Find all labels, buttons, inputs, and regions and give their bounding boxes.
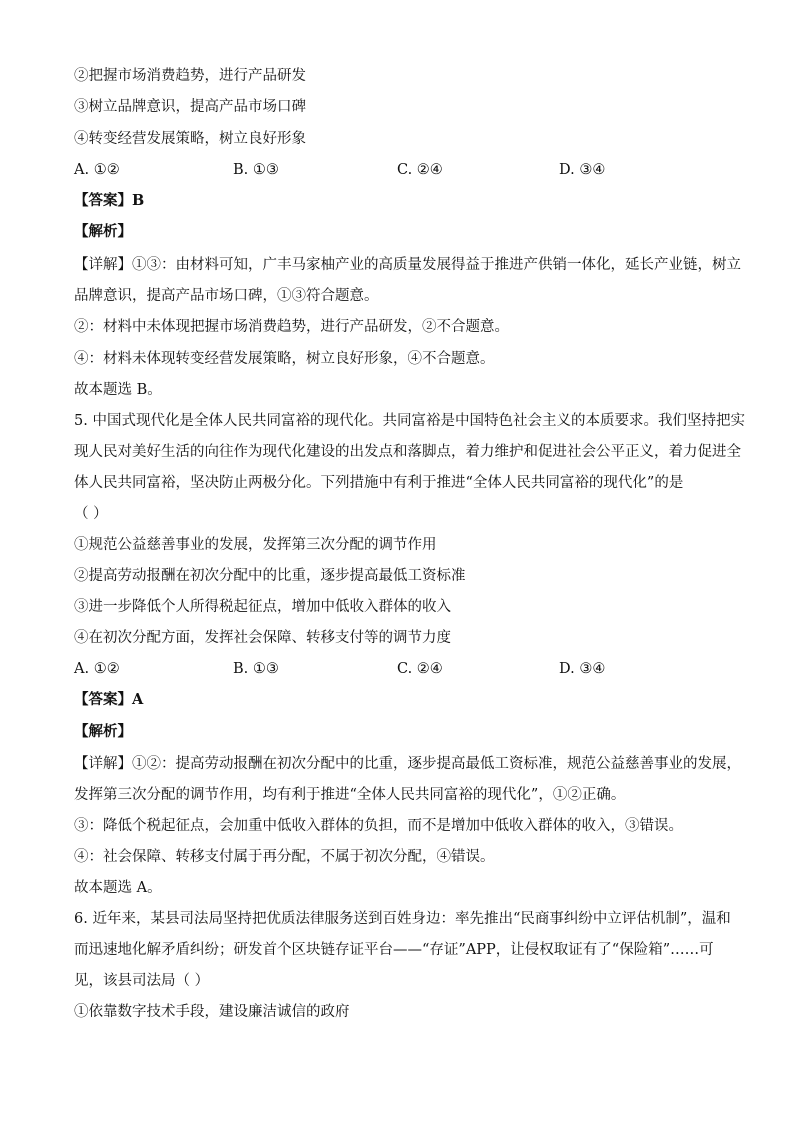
q6-stem-line-1: 6. 近年来，某县司法局坚持把优质法律服务送到百姓身边：率先推出“民商事纠纷中立评估机制”，温和 <box>74 911 731 927</box>
q5-stem-line-1: 5. 中国式现代化是全体人民共同富裕的现代化。共同富裕是中国特色社会主义的本质要求。我们坚持把实 <box>74 413 745 429</box>
q4-detail-line-2: 品牌意识，提高产品市场口碑，①③符合题意。 <box>74 288 379 304</box>
q5-detail-line-4: ④：社会保障、转移支付属于再分配，不属于初次分配，④错误。 <box>74 849 495 865</box>
q5-choice-2: ②提高劳动报酬在初次分配中的比重，逐步提高最低工资标准 <box>74 568 466 584</box>
q4-choice-2: ②把握市场消费趋势，进行产品研发 <box>74 68 306 84</box>
q4-answer: 【答案】B <box>74 192 145 209</box>
q4-detail-line-4: ④：材料未体现转变经营发展策略，树立良好形象，④不合题意。 <box>74 351 495 367</box>
q5-conclusion: 故本题选 A。 <box>74 880 162 896</box>
q5-answer: 【答案】A <box>74 691 144 708</box>
q5-detail-line-2: 发挥第三次分配的调节作用，均有利于推进“全体人民共同富裕的现代化”，①②正确。 <box>74 787 626 803</box>
q5-choice-1: ①规范公益慈善事业的发展，发挥第三次分配的调节作用 <box>74 537 437 553</box>
q4-option-d: D. ③④ <box>559 162 606 178</box>
q4-option-a: A. ①② <box>74 162 120 178</box>
q4-analysis-title: 【解析】 <box>74 223 132 240</box>
q5-detail-line-3: ③：降低个税起征点，会加重中低收入群体的负担，而不是增加中低收入群体的收入，③错误。 <box>74 818 683 834</box>
q4-option-b: B. ①③ <box>233 162 279 178</box>
q4-detail-line-1: 【详解】①③：由材料可知，广丰马家柚产业的高质量发展得益于推进产供销一体化，延长产业链，树立 <box>74 257 741 273</box>
q5-stem-line-3: 体人民共同富裕，坚决防止两极分化。下列措施中有利于推进“全体人民共同富裕的现代化”的是 <box>74 475 684 491</box>
q4-conclusion: 故本题选 B。 <box>74 382 162 398</box>
q6-stem-line-3: 见，该县司法局（ ） <box>74 973 210 989</box>
q5-stem-line-2: 现人民对美好生活的向往作为现代化建设的出发点和落脚点，着力维护和促进社会公平正义，着力促进全 <box>74 444 741 460</box>
q5-answer-blank: （ ） <box>74 506 108 522</box>
q5-option-c: C. ②④ <box>397 661 443 677</box>
q4-detail-line-3: ②：材料中未体现把握市场消费趋势，进行产品研发，②不合题意。 <box>74 319 509 335</box>
q4-choice-4: ④转变经营发展策略，树立良好形象 <box>74 131 306 147</box>
q6-choice-1: ①依靠数字技术手段，建设廉洁诚信的政府 <box>74 1004 350 1020</box>
q5-option-a: A. ①② <box>74 661 120 677</box>
q4-choice-3: ③树立品牌意识，提高产品市场口碑 <box>74 99 306 115</box>
q5-choice-3: ③进一步降低个人所得税起征点，增加中低收入群体的收入 <box>74 599 451 615</box>
q4-option-c: C. ②④ <box>397 162 443 178</box>
q5-option-b: B. ①③ <box>233 661 279 677</box>
q5-option-d: D. ③④ <box>559 661 606 677</box>
q5-detail-line-1: 【详解】①②：提高劳动报酬在初次分配中的比重，逐步提高最低工资标准，规范公益慈善事业的发展， <box>74 756 741 772</box>
q6-stem-line-2: 而迅速地化解矛盾纠纷；研发首个区块链存证平台——“存证”APP，让侵权取证有了“保险箱”……可 <box>74 942 714 958</box>
q5-analysis-title: 【解析】 <box>74 723 132 740</box>
q5-choice-4: ④在初次分配方面，发挥社会保障、转移支付等的调节力度 <box>74 630 451 646</box>
